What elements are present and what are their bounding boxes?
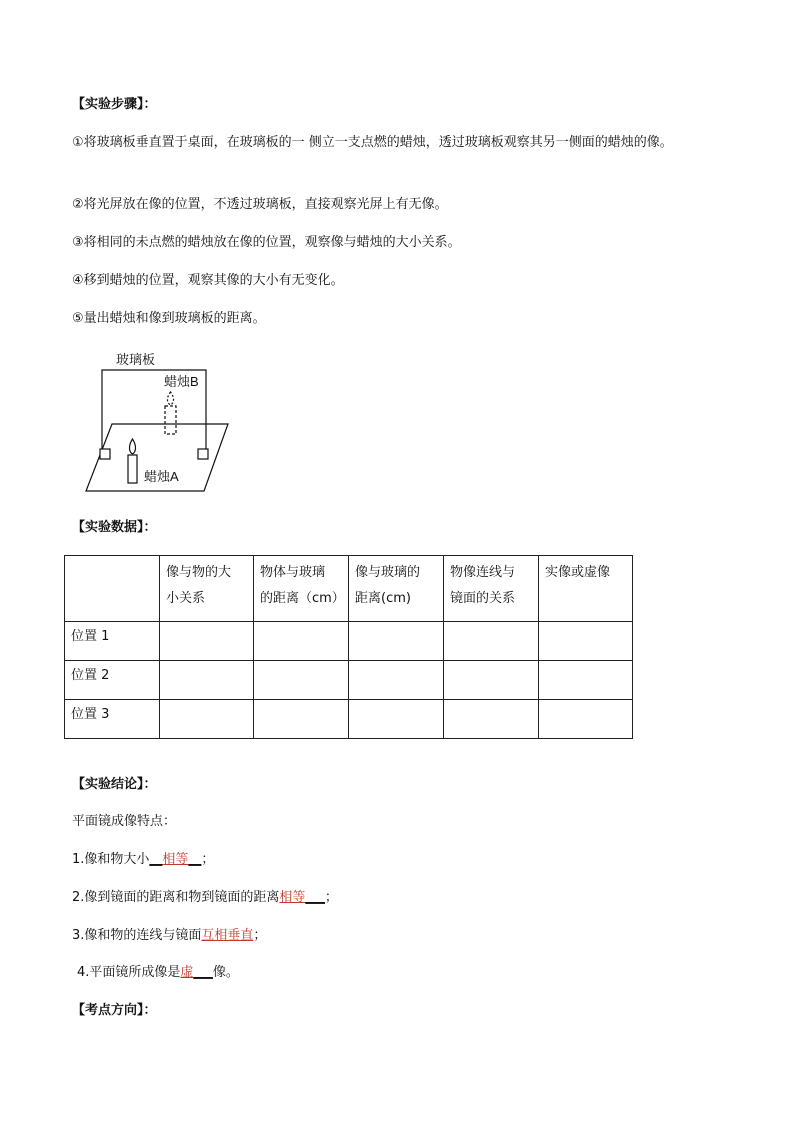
left-support-block <box>100 449 110 459</box>
answer-2: 相等 <box>279 890 306 905</box>
conclusion-1: 1.像和物大小__相等__； <box>72 852 215 867</box>
candle-b-flame <box>167 392 173 405</box>
row-label: 位置 2 <box>65 661 160 700</box>
table-cell <box>349 661 444 700</box>
header-cell-empty <box>65 556 160 622</box>
steps-heading: 【实验步骤】： <box>72 97 157 112</box>
table-cell <box>349 622 444 661</box>
table-cell <box>349 700 444 739</box>
header-cell-line-relation: 物像连线与 镜面的关系 <box>444 556 539 622</box>
table-header-row <box>65 556 633 622</box>
candle-a-label: 蜡烛A <box>144 469 179 484</box>
table-cell <box>160 622 254 661</box>
header-cell-object-distance: 物体与玻璃 的距离（cm） <box>254 556 349 622</box>
table-cell <box>254 622 349 661</box>
table-cell <box>254 661 349 700</box>
step-4: ④移到蜡烛的位置，观察其像的大小有无变化。 <box>72 273 344 288</box>
conclusion-4: 4.平面镜所成像是虚___像。 <box>77 965 239 980</box>
mirror-experiment-diagram <box>82 348 242 498</box>
table-row <box>65 661 633 700</box>
table-cell <box>160 661 254 700</box>
table-cell <box>444 700 539 739</box>
answer-4: 虚 <box>180 965 194 980</box>
candle-a-flame <box>129 439 135 454</box>
header-cell-size: 像与物的大 小关系 <box>160 556 254 622</box>
step-5: ⑤量出蜡烛和像到玻璃板的距离。 <box>72 311 266 326</box>
data-heading: 【实验数据】： <box>72 520 157 535</box>
header-cell-real-virtual: 实像或虚像 <box>539 556 633 622</box>
step-1: ①将玻璃板垂直置于桌面，在玻璃板的一 侧立一支点燃的蜡烛，透过玻璃板观察其另一侧面的蜡烛的像。 <box>72 135 673 150</box>
header-cell-image-distance: 像与玻璃的 距离(cm) <box>349 556 444 622</box>
step-2: ②将光屏放在像的位置，不透过玻璃板，直接观察光屏上有无像。 <box>72 197 448 212</box>
row-label: 位置 1 <box>65 622 160 661</box>
candle-b-body <box>165 406 176 434</box>
conclusion-3: 3.像和物的连线与镜面互相垂直； <box>72 928 267 943</box>
conclusion-intro: 平面镜成像特点： <box>72 814 177 829</box>
conclusion-heading: 【实验结论】： <box>72 777 157 792</box>
table-cell <box>444 622 539 661</box>
candle-b-label: 蜡烛B <box>164 374 199 389</box>
table-cell <box>539 661 633 700</box>
right-support-block <box>198 449 208 459</box>
answer-3: 互相垂直 <box>201 928 254 943</box>
row-label: 位置 3 <box>65 700 160 739</box>
table-row <box>65 700 633 739</box>
table-cell <box>539 700 633 739</box>
candle-a-body <box>128 455 137 483</box>
glass-plate-label: 玻璃板 <box>116 352 156 367</box>
answer-1: 相等 <box>162 852 189 867</box>
data-table <box>64 555 633 739</box>
step-3: ③将相同的未点燃的蜡烛放在像的位置，观察像与蜡烛的大小关系。 <box>72 235 461 250</box>
table-cell <box>160 700 254 739</box>
conclusion-2: 2.像到镜面的距离和物到镜面的距离相等___； <box>72 890 338 905</box>
table-cell <box>539 622 633 661</box>
exam-heading: 【考点方向】： <box>72 1003 157 1018</box>
table-cell <box>254 700 349 739</box>
table-cell <box>444 661 539 700</box>
table-row <box>65 622 633 661</box>
